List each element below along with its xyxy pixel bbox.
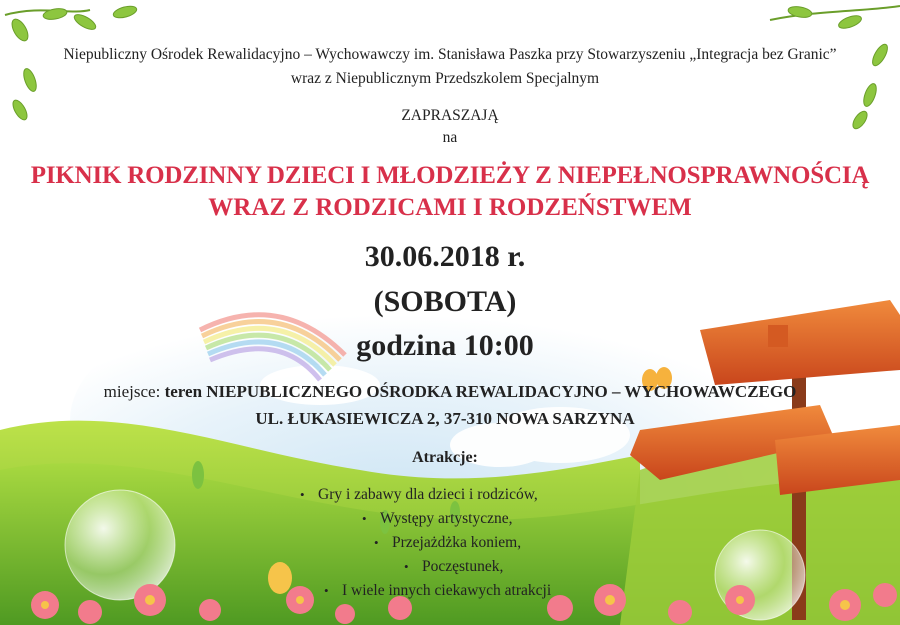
bullet-icon: • xyxy=(300,487,305,502)
invite-verb: ZAPRASZAJĄ xyxy=(401,107,499,124)
attractions-list xyxy=(300,483,700,603)
place-line-1 xyxy=(10,382,890,402)
list-item: • Poczęstunek, xyxy=(300,555,700,579)
bullet-icon: • xyxy=(374,535,379,550)
list-item: • Gry i zabawy dla dzieci i rodziców, xyxy=(300,483,700,507)
place-address: UL. ŁUKASIEWICZA 2, 37-310 NOWA SARZYNA xyxy=(255,409,635,428)
list-item: • Występy artystyczne, xyxy=(300,507,700,531)
organization-line-2: wraz z Niepublicznym Przedszkolem Specjalnym xyxy=(290,70,600,87)
event-date: 30.06.2018 r. xyxy=(364,240,526,273)
event-title-line-1: PIKNIK RODZINNY DZIECI I MŁODZIEŻY Z NIEPEŁNOSPRAWNOŚCIĄ xyxy=(30,162,870,189)
event-day: (SOBOTA) xyxy=(373,285,517,318)
event-time: godzina 10:00 xyxy=(356,329,534,362)
event-title-line-2: WRAZ Z RODZICAMI I RODZEŃSTWEM xyxy=(208,194,692,221)
bullet-icon: • xyxy=(404,559,409,574)
bullet-icon: • xyxy=(324,583,329,598)
place-venue: teren NIEPUBLICZNEGO OŚRODKA REWALIDACYJNO – WYCHOWAWCZEGO xyxy=(164,382,797,401)
bullet-icon: • xyxy=(362,511,367,526)
place-label: miejsce: xyxy=(103,382,161,401)
list-item: • Przejażdżka koniem, xyxy=(300,531,700,555)
invite-preposition: na xyxy=(442,129,458,146)
attractions-heading: Atrakcje: xyxy=(412,449,478,466)
list-item: • I wiele innych ciekawych atrakcji xyxy=(300,579,700,603)
organization-line-1: Niepubliczny Ośrodek Rewalidacyjno – Wychowawczy im. Stanisława Paszka przy Stowarzyszeniu „Integracja bez Granic” xyxy=(63,46,837,63)
